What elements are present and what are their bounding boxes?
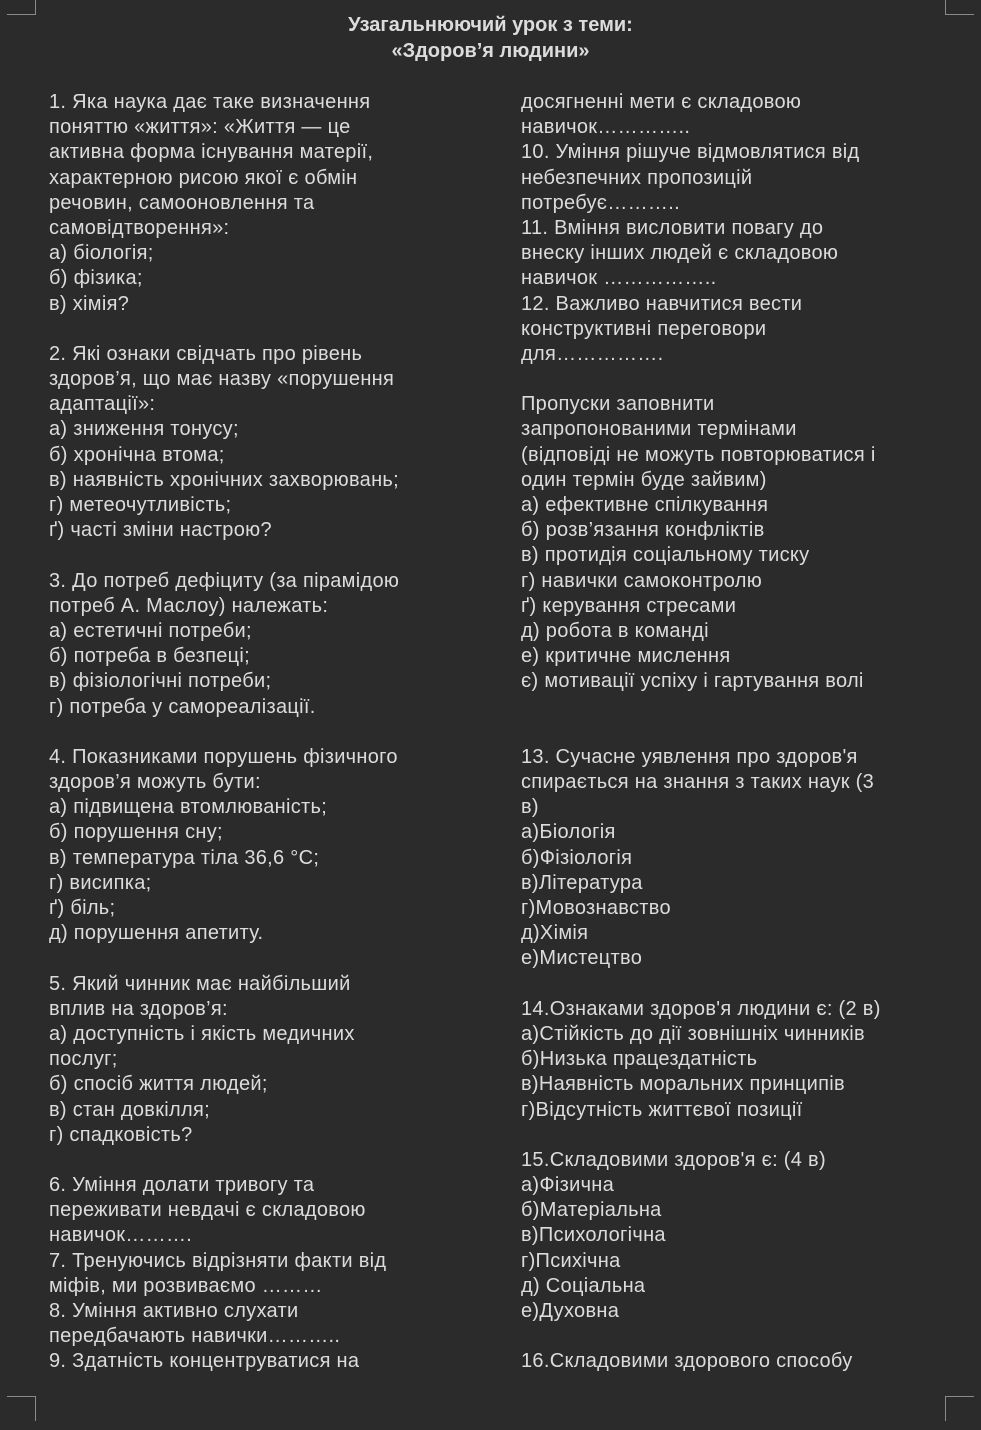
text-line: характерною рисою якої є обмін — [49, 166, 358, 189]
text-line: в) — [521, 796, 539, 819]
blank-line — [521, 695, 961, 720]
text-line: б) потреба в безпеці; — [49, 645, 251, 668]
text-line: б)Фізіологія — [521, 846, 633, 869]
text-line: 13. Сучасне уявлення про здоров'я — [521, 745, 858, 768]
text-line: 5. Який чинник має найбільший — [49, 972, 351, 995]
text-line: б)Низька працездатність — [521, 1048, 758, 1071]
text-line: г) потреба у самореалізації. — [49, 695, 316, 718]
text-line: здоров’я можуть бути: — [49, 771, 261, 794]
text-line: ґ) керування стресами — [521, 594, 737, 617]
text-line: (відповіді не можуть повторюватися і — [521, 443, 876, 466]
text-line: б) розв’язання конфліктів — [521, 519, 765, 542]
text-line: г)Мовознавство — [521, 897, 671, 919]
right-column — [521, 90, 961, 1375]
text-line: г)Психічна — [521, 1249, 621, 1272]
text-line: навичок …………….. — [521, 267, 717, 290]
text-line: один термін буде зайвим) — [521, 468, 767, 491]
blank-line — [49, 946, 489, 971]
text-line: Пропуски заповнити — [521, 393, 715, 416]
text-line: небезпечних пропозицій — [521, 166, 753, 189]
blank-line — [49, 720, 489, 745]
left-column — [49, 90, 489, 1375]
text-line: в) наявність хронічних захворювань; — [49, 468, 400, 491]
text-line: 16.Складовими здорового способу — [521, 1350, 853, 1373]
text-line: послуг; — [49, 1048, 118, 1071]
text-line: активна форма існування матерії, — [49, 141, 374, 164]
text-line: 7. Тренуючись відрізняти факти від — [49, 1249, 387, 1272]
text-line: а) підвищена втомлюваність; — [49, 796, 328, 819]
text-line: потреб А. Маслоу) належать: — [49, 594, 329, 617]
text-line: досягненні мети є складовою — [521, 91, 802, 113]
blank-line — [521, 720, 961, 745]
text-line: б) порушення сну; — [49, 821, 223, 844]
text-line: б)Матеріальна — [521, 1199, 662, 1222]
text-line: в) температура тіла 36,6 °С; — [49, 846, 320, 869]
text-line: здоров’я, що має назву «порушення — [49, 368, 395, 391]
text-line: а) зниження тонусу; — [49, 418, 239, 441]
blank-line — [49, 1148, 489, 1173]
title-line-1: Узагальнюючий урок з теми: — [348, 14, 633, 36]
text-line: речовин, самооновлення та — [49, 191, 315, 214]
text-line: а) доступність і якість медичних — [49, 1022, 355, 1045]
blank-line — [521, 1123, 961, 1148]
text-line: е) критичне мислення — [521, 645, 731, 668]
text-line: самовідтворення»: — [49, 216, 230, 239]
text-line: 11. Вміння висловити повагу до — [521, 216, 824, 239]
text-line: д) Соціальна — [521, 1274, 646, 1297]
text-line: б) спосіб життя людей; — [49, 1073, 268, 1096]
text-line: конструктивні переговори — [521, 317, 767, 340]
text-line: переживати невдачі є складовою — [49, 1199, 366, 1222]
text-line: 1. Яка наука дає таке визначення — [49, 91, 371, 113]
blank-line — [49, 317, 489, 342]
text-line: а)Фізична — [521, 1174, 615, 1197]
blank-line — [521, 1324, 961, 1349]
text-line: в) протидія соціальному тиску — [521, 544, 810, 567]
page-corner-bottom-right — [945, 1396, 974, 1421]
text-line: 8. Уміння активно слухати — [49, 1300, 299, 1322]
text-line: вплив на здоров’я: — [49, 997, 228, 1020]
text-line: спирається на знання з таких наук (3 — [521, 771, 875, 794]
text-line: ґ) біль; — [49, 897, 116, 919]
text-line: а) ефективне спілкування — [521, 494, 769, 516]
text-line: внеску інших людей є складовою — [521, 242, 839, 265]
text-line: 6. Уміння долати тривогу та — [49, 1174, 315, 1197]
text-line: в) хімія? — [49, 292, 130, 315]
text-line: в) стан довкілля; — [49, 1098, 210, 1121]
text-line: б) хронічна втома; — [49, 443, 225, 466]
text-line: 4. Показниками порушень фізичного — [49, 745, 398, 768]
text-line: міфів, ми розвиваємо ……… — [49, 1274, 323, 1297]
text-line: 9. Здатність концентруватися на — [49, 1350, 360, 1373]
text-line: в)Психологічна — [521, 1224, 666, 1247]
text-line: г) метеочутливість; — [49, 494, 232, 516]
text-line: адаптації»: — [49, 393, 156, 416]
text-line: поняттю «життя»: «Життя — це — [49, 116, 351, 139]
text-line: г) спадковість? — [49, 1123, 193, 1146]
document-title — [0, 12, 981, 64]
text-line: е)Мистецтво — [521, 947, 643, 970]
text-line: е)Духовна — [521, 1300, 620, 1322]
text-line: а)Біологія — [521, 821, 616, 844]
text-line: навичок………. — [49, 1224, 193, 1247]
text-line: 10. Уміння рішуче відмовлятися від — [521, 141, 860, 164]
text-line: передбачають навички……….. — [49, 1325, 341, 1348]
blank-line — [49, 543, 489, 568]
text-line: 3. До потреб дефіциту (за пірамідою — [49, 569, 400, 592]
text-line: д) порушення апетиту. — [49, 922, 264, 945]
text-line: д) робота в команді — [521, 619, 709, 642]
text-line: а) естетичні потреби; — [49, 619, 252, 642]
text-line: навичок………….. — [521, 116, 691, 139]
text-line: д)Хімія — [521, 922, 589, 945]
title-line-2: «Здоров’я людини» — [391, 40, 590, 62]
text-line: 2. Які ознаки свідчать про рівень — [49, 342, 363, 365]
text-line: 14.Ознаками здоров'я людини є: (2 в) — [521, 997, 881, 1020]
text-line: для……………. — [521, 342, 664, 365]
blank-line — [521, 367, 961, 392]
text-line: б) фізика; — [49, 267, 143, 290]
text-line: г)Відсутність життєвої позиції — [521, 1098, 803, 1121]
blank-line — [521, 972, 961, 997]
text-line: г) висипка; — [49, 871, 152, 894]
text-line: г) навички самоконтролю — [521, 569, 763, 592]
text-line: запропонованими термінами — [521, 418, 797, 441]
text-line: ґ) часті зміни настрою? — [49, 519, 272, 542]
text-line: потребує……….. — [521, 191, 680, 214]
text-line: в)Наявність моральних принципів — [521, 1073, 845, 1096]
text-line: в)Література — [521, 871, 643, 894]
text-line: а) біологія; — [49, 242, 154, 265]
page-corner-bottom-left — [7, 1396, 36, 1421]
text-line: а)Стійкість до дії зовнішніх чинників — [521, 1022, 865, 1045]
text-line: 12. Важливо навчитися вести — [521, 292, 803, 315]
text-line: 15.Складовими здоров'я є: (4 в) — [521, 1148, 826, 1171]
text-line: в) фізіологічні потреби; — [49, 670, 272, 693]
text-line: є) мотивації успіху і гартування волі — [521, 670, 864, 693]
